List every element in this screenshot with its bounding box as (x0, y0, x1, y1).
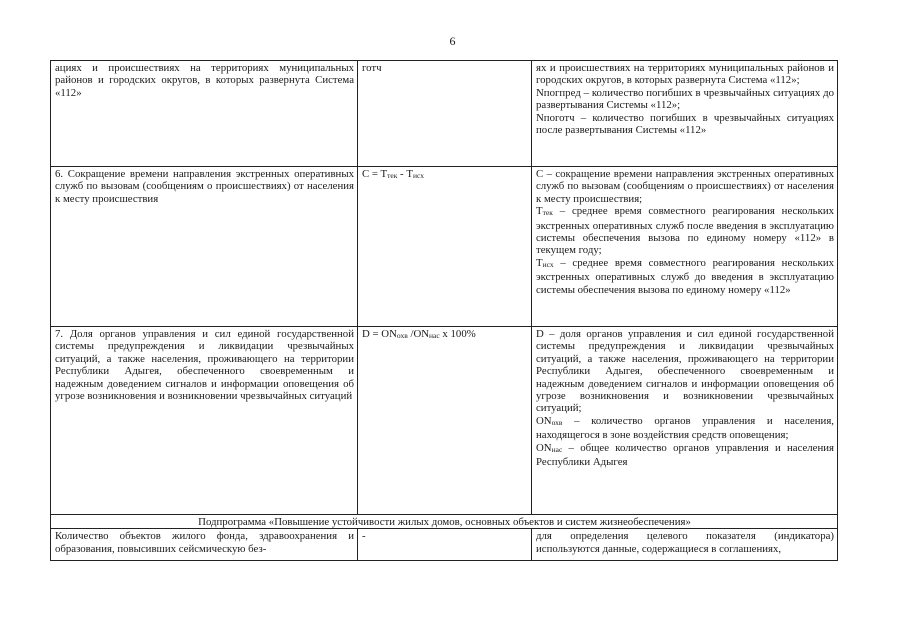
symbol: T (536, 205, 543, 218)
description-text: ях и происшествиях на территориях муниципальных районов и городских округов, в которых развернута Система «112»; (536, 62, 834, 87)
description-text (536, 442, 834, 469)
subprogram-title: Подпрограмма «Повышение устойчивости жилых домов, основных объектов и систем жизнеобеспечения» (51, 515, 838, 529)
symbol-subscript: охв (551, 417, 563, 427)
formula-part: - T (397, 168, 413, 180)
indicator-name-cell: Количество объектов жилого фонда, здравоохранения и образования, повысивших сейсмическую без- (51, 529, 358, 561)
symbol-subscript: нас (551, 444, 563, 454)
formula-cell: - (358, 529, 532, 561)
symbol: T (536, 256, 543, 269)
description-cell: для определения целевого показателя (индикатора) используются данные, содержащиеся в соглашениях, (532, 529, 838, 561)
symbol-definition: – среднее время совместного реагирования нескольких экстренных оперативных служб после введения в эксплуатацию системы обеспечения вызова по единому номеру «112» в текущем году; (536, 205, 834, 257)
formula-subscript: охв (396, 331, 408, 340)
description-text: Nпогпред – количество погибших в чрезвычайных ситуациях до развертывания Системы «112»; (536, 86, 834, 112)
formula-subscript: тек (387, 171, 398, 180)
subprogram-row (51, 515, 838, 529)
formula-part: D = ON (362, 328, 397, 340)
table-row (51, 61, 838, 167)
indicator-table (50, 60, 838, 561)
symbol-definition: – среднее время совместного реагирования нескольких экстренных оперативных служб до введения в эксплуатацию системы обеспечения вызова по единому номеру «112» (536, 256, 834, 296)
formula-cell: готч (358, 61, 532, 167)
formula-subscript: нас (429, 331, 440, 340)
formula-part: C = T (362, 168, 388, 180)
description-cell (532, 327, 838, 515)
indicator-name-cell: 6. Сокращение времени направления экстренных оперативных служб по вызовам (сообщениям о происшествиях) от населения к месту происшествия (51, 167, 358, 327)
description-text: D – доля органов управления и сил единой государственной системы предупреждения и ликвидации чрезвычайных ситуаций, а также населения, проживающего на территории Республики Адыгея, обеспеченного своевременным и надежным доведением сигналов и информации оповещения об угрозе возникновения и возникновении чрезвычайных ситуаций; (536, 328, 834, 415)
description-text: С – сокращение времени направления экстренных оперативных служб по вызовам (сообщениям о происшествиях) от населения к месту происшествия; (536, 168, 834, 205)
symbol-definition: – общее количество органов управления и населения Республики Адыгея (536, 441, 834, 469)
symbol: ON (536, 441, 552, 454)
description-text (536, 257, 834, 296)
formula-part: x 100% (439, 328, 476, 340)
description-text: Nпоготч – количество погибших в чрезвычайных ситуациях после развертывания Системы «112» (536, 111, 834, 137)
symbol-subscript: исх (542, 259, 554, 269)
indicator-name-cell: 7. Доля органов управления и сил единой государственной системы предупреждения и ликвидации чрезвычайных ситуаций, а также населения, проживающего на территории Республики Адыгея, обеспеченного своевременным и надежным доведением сигналов и информации оповещения об угрозе возникновения и возникновении чрезвычайных ситуаций (51, 327, 358, 515)
table-row (51, 167, 838, 327)
formula-subscript: исх (412, 171, 424, 180)
table-row (51, 529, 838, 561)
page-number: 6 (449, 34, 456, 48)
description-text (536, 415, 834, 442)
description-cell (532, 61, 838, 167)
indicator-name-cell: ациях и происшествиях на территориях муниципальных районов и городских округов, в которых развернута Система «112» (51, 61, 358, 167)
formula-cell (358, 167, 532, 327)
symbol-subscript: тек (542, 208, 553, 218)
table-row (51, 327, 838, 515)
formula-part: /ON (407, 328, 430, 340)
symbol-definition: – количество органов управления и населения, находящегося в зоне воздействия средств оповещения; (536, 414, 834, 442)
symbol: ON (536, 414, 552, 427)
formula-cell (358, 327, 532, 515)
description-text (536, 205, 834, 257)
description-cell (532, 167, 838, 327)
